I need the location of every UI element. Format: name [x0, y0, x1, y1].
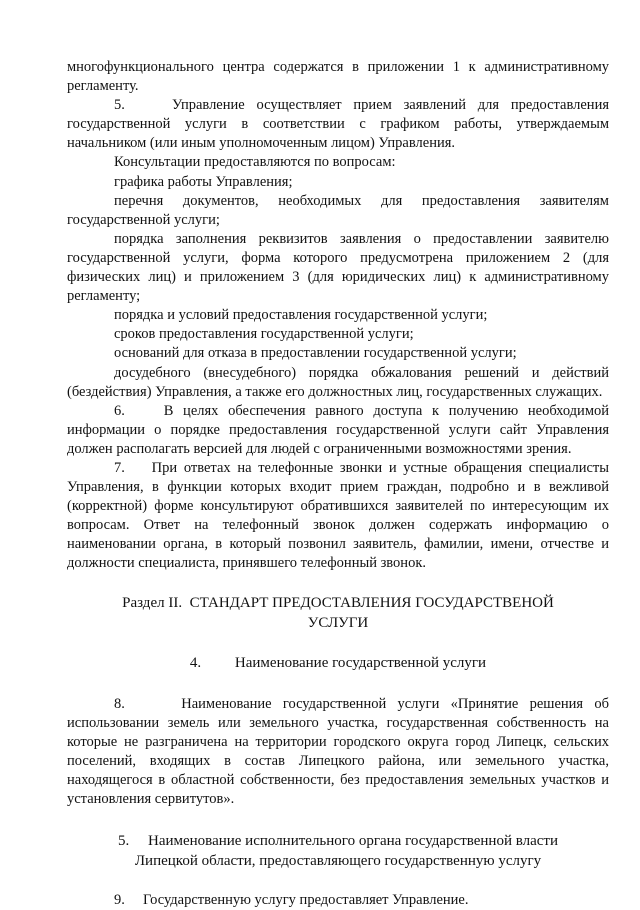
paragraph-7: 7. При ответах на телефонные звонки и устные обращения специалисты Управления, в функции которых входит прием граждан, подробно и в вежливой (корректной) форме консультируют обратившихся заявителей по интересующим их вопросам. Ответ на телефонный звонок должен содержать информацию о наименовании органа, в который позвонил заявитель, фамилии, имени, отчестве и должности специалиста, принявшего телефонный звонок. — [67, 459, 609, 572]
section-heading-line-1: Раздел II. СТАНДАРТ ПРЕДОСТАВЛЕНИЯ ГОСУДАРСТВЕНОЙ — [122, 594, 554, 611]
list-item-refusal: оснований для отказа в предоставлении государственной услуги; — [114, 345, 517, 362]
subheading-5 — [67, 831, 609, 871]
list-item-schedule: графика работы Управления; — [114, 173, 293, 190]
paragraph-6: 6. В целях обеспечения равного доступа к получению необходимой информации о порядке предоставления государственной услуги сайт Управления должен располагать версией для людей с ограниченными возможностями зрения. — [67, 402, 609, 457]
section-heading — [67, 593, 609, 633]
paragraph-9: 9. Государственную услугу предоставляет Управление. — [114, 892, 469, 909]
paragraph-5: 5. Управление осуществляет прием заявлений для предоставления государственной услуги в соответствии с графиком работы, утверждаемым начальником (или иным уполномоченным лицом) Управления. — [67, 97, 609, 152]
section-heading-line-2: УСЛУГИ — [307, 614, 369, 631]
document-page — [67, 58, 609, 910]
paragraph-8: 8. Наименование государственной услуги «Принятие решения об использовании земель или земельного участка, государственная собственность на которые не разграничена на территории городского округа город Липецк, сельских поселений, входящих в состав Липецкого района, или земельного участка, находящегося в областной собственности, без предоставления земельных участков и установления сервитутов». — [67, 695, 609, 807]
subheading-5-line-1: 5. Наименование исполнительного органа государственной власти — [117, 833, 559, 850]
list-item-documents: перечня документов, необходимых для предоставления заявителям государственной услуги; — [67, 192, 609, 228]
paragraph-consultations: Консультации предоставляются по вопросам: — [114, 154, 396, 171]
list-item-appeal: досудебного (внесудебного) порядка обжалования решений и действий (бездействия) Управления, а также его должностных лиц, государственных служащих. — [67, 364, 609, 400]
list-item-conditions: порядка и условий предоставления государственной услуги; — [114, 307, 488, 324]
paragraph-continuation: многофункционального центра содержатся в приложении 1 к административному регламенту. — [67, 59, 609, 95]
list-item-terms: сроков предоставления государственной услуги; — [114, 326, 414, 343]
list-item-form-filling: порядка заполнения реквизитов заявления о предоставлении заявителю государственной услуги, форма которого предусмотрена приложением 2 (для физических лиц) и приложением 3 (для юридических лиц) к административному регламенту; — [67, 230, 609, 305]
subheading-4: 4. Наименование государственной услуги — [189, 654, 487, 671]
subheading-5-line-2: Липецкой области, предоставляющего государственную услугу — [134, 853, 542, 870]
